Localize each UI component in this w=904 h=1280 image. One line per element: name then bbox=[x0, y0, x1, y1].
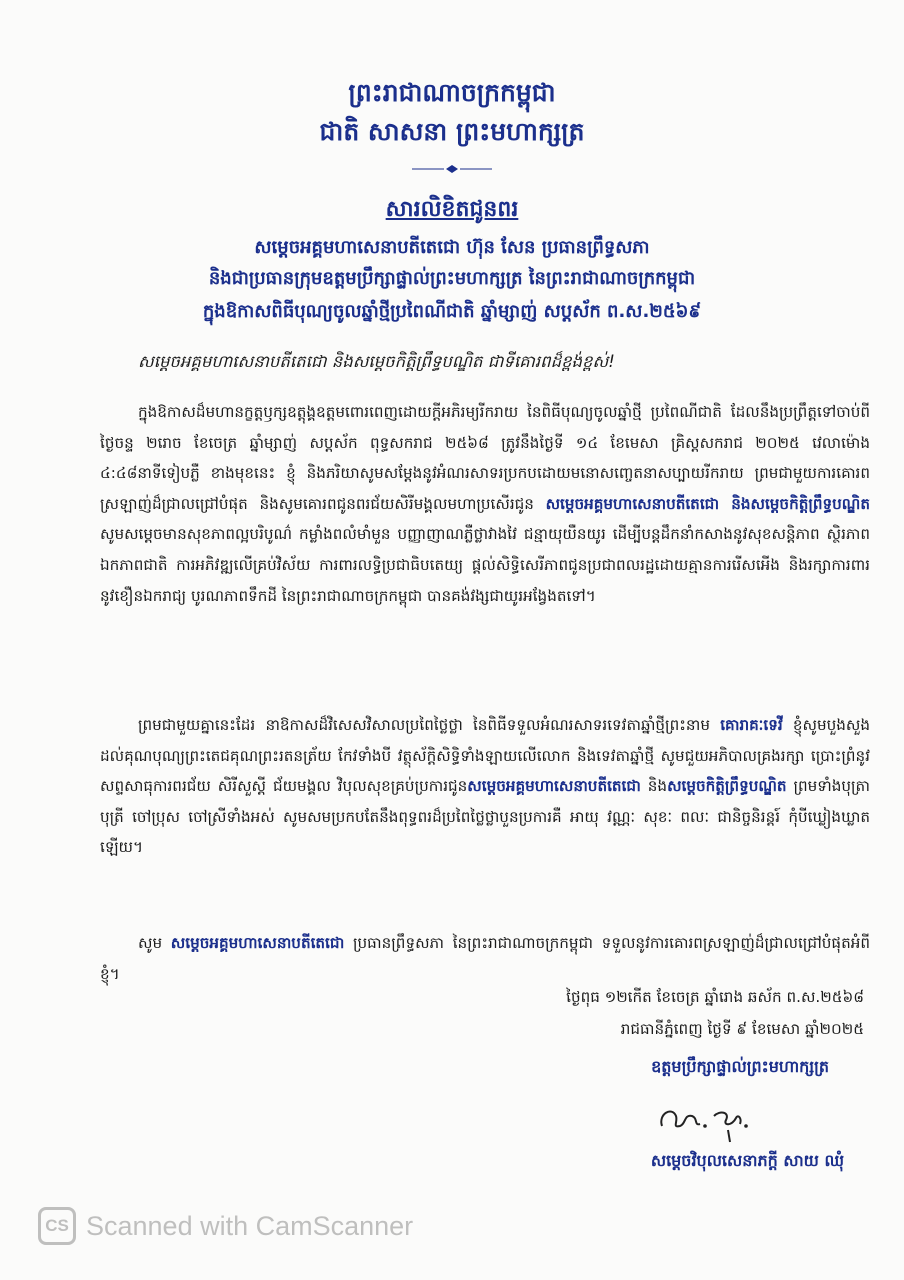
paragraph-1-emphasis: សម្តេចអគ្គមហាសេនាបតីតេជោ និងសម្តេចកិត្តិព្រឹទ្ធបណ្ឌិត bbox=[545, 494, 870, 513]
signer-name: សម្តេចវិបុលសេនាភក្តី សាយ ឈុំ bbox=[650, 1151, 844, 1170]
motto-heading: ជាតិ សាសនា ព្រះមហាក្សត្រ bbox=[319, 117, 585, 146]
paragraph-3 bbox=[100, 928, 870, 989]
scanner-watermark bbox=[38, 1206, 413, 1246]
paragraph-1 bbox=[100, 397, 870, 611]
paragraph-2-emphasis-3: សម្តេចកិត្តិព្រឹទ្ធបណ្ឌិត bbox=[667, 777, 787, 796]
lunar-date: ថ្ងៃពុធ ១២កើត ខែចេត្រ ឆ្នាំរោង ឆស័ក ព.ស.២៥៦៨ bbox=[566, 988, 864, 1006]
subtitle-line-1: សម្តេចអគ្គមហាសេនាបតីតេជោ ហ៊ុន សែន ប្រធានព្រឹទ្ធសភា bbox=[254, 237, 650, 258]
divider-ornament bbox=[412, 164, 492, 174]
subtitle-line-2: និងជាប្រធានក្រុមឧត្តមប្រឹក្សាផ្ទាល់ព្រះមហាក្សត្រ នៃព្រះរាជាណាចក្រកម្ពុជា bbox=[208, 268, 696, 289]
salutation: សម្តេចអគ្គមហាសេនាបតីតេជោ និងសម្តេចកិត្តិព្រឹទ្ធបណ្ឌិត ជាទីគោរពដ៏ខ្ពង់ខ្ពស់! bbox=[138, 352, 615, 371]
kingdom-heading: ព្រះរាជាណាចក្រកម្ពុជា bbox=[348, 78, 556, 107]
paragraph-3-text-b: ប្រធានព្រឹទ្ធសភា នៃព្រះរាជាណាចក្រកម្ពុជា ទទួលនូវការគោរពស្រឡាញ់ដ៏ជ្រាលជ្រៅបំផុតអំពីខ្ញុំ។ bbox=[100, 934, 870, 983]
subtitle-line-3: ក្នុងឱកាសពិធីបុណ្យចូលឆ្នាំថ្មីប្រពៃណីជាតិ ឆ្នាំម្សាញ់ សប្តស័ក ព.ស.២៥៦៩ bbox=[202, 301, 702, 322]
paragraph-2-emphasis-2: សម្តេចអគ្គមហាសេនាបតីតេជោ bbox=[467, 777, 641, 796]
signer-office: ឧត្តមប្រឹក្សាផ្ទាល់ព្រះមហាក្សត្រ bbox=[651, 1057, 829, 1076]
handwritten-signature bbox=[650, 1096, 765, 1146]
paragraph-2-text-d: ព្រមទាំងបុត្រា បុត្រី ចៅប្រុស ចៅស្រីទាំងអស់ សូមសមប្រកបតែនឹងពុទ្ធពរដ៏ប្រពៃថ្លៃថ្លាបួនប្រការគឺ អាយុ វណ្ណៈ សុខៈ ពលៈ ជានិច្ចនិរន្តរ៍ កុំបីឃ្លៀងឃ្លាតឡើយ។ bbox=[100, 777, 871, 857]
paragraph-1-text-b: សូមសម្តេចមានសុខភាពល្អបរិបូណ៌ កម្លាំងពលំមាំមួន បញ្ញាញាណភ្លឺថ្លាវាងវៃ ជន្មាយុយឺនយូរ ដើម្បីបន្តដឹកនាំកសាងនូវសុខសន្តិភាព ស្ថិរភាព ឯកភាពជាតិ ការអភិវឌ្ឍលើគ្រប់វិស័យ ការពារលទ្ធិប្រជាធិបតេយ្យ ផ្តល់សិទ្ធិសេរីភាពជូនប្រជាពលរដ្ឋដោយគ្មានការរើសអើង និងរក្សាការពារនូវខឿនឯករាជ្យ បូរណភាពទឹកដី នៃព្រះរាជាណាចក្រកម្ពុជា បានគង់វង្សជាយូរអង្វែងតទៅ។ bbox=[100, 525, 870, 605]
paragraph-3-text-a: សូម bbox=[138, 934, 171, 952]
watermark-text: Scanned with CamScanner bbox=[86, 1210, 414, 1241]
letter-title: សារលិខិតជូនពរ bbox=[385, 197, 519, 222]
paragraph-2-text-b: ខ្ញុំសូមបួងសួងដល់គុណបុណ្យព្រះតេជគុណព្រះរតនត្រ័យ កែវទាំងបី វត្ថុស័ក្តិសិទ្ធិទាំងឡាយលើលោក និងទេវតាឆ្នាំថ្មី សូមជួយអភិបាលគ្រងរក្សា ប្រោះព្រំនូវសព្ទសាធុការពរជ័យ សិរីសួស្តី ជ័យមង្គល វិបុលសុខគ្រប់ប្រការជូន bbox=[100, 716, 870, 796]
camscanner-logo-icon: CS bbox=[38, 1207, 76, 1245]
paragraph-2-text-a: ព្រមជាមួយគ្នានេះដែរ នាឱកាសដ៏វិសេសវិសាលប្រពៃថ្លៃថ្លា នៃពិធីទទួលអំណរសាទរទេវតាឆ្នាំថ្មីព្រះនាម bbox=[138, 716, 721, 734]
paragraph-2-text-c: និង bbox=[640, 777, 668, 796]
paragraph-2-emphasis-1: គោរាគៈទេវី bbox=[720, 716, 783, 734]
paragraph-2 bbox=[100, 710, 870, 863]
paragraph-3-emphasis: សម្តេចអគ្គមហាសេនាបតីតេជោ bbox=[170, 934, 345, 952]
paragraph-1-text-a: ក្នុងឱកាសដ៏មហានក្ខត្តឫក្សឧត្តុង្គឧត្តមពោរពេញដោយក្តីអភិរម្យរីករាយ នៃពិធីបុណ្យចូលឆ្នាំថ្មី ប្រពៃណីជាតិ ដែលនឹងប្រព្រឹត្តទៅចាប់ពីថ្ងៃចន្ទ ២រោច ខែចេត្រ ឆ្នាំម្សាញ់ សប្តស័ក ពុទ្ធសករាជ ២៥៦៨ ត្រូវនឹងថ្ងៃទី ១៤ ខែមេសា គ្រិស្តសករាជ ២០២៥ វេលាម៉ោង ៤:៤៨នាទីទៀបភ្លឺ ខាងមុខនេះ ខ្ញុំ និងភរិយាសូមសម្តែងនូវអំណរសាទរប្រកបដោយមនោសញ្ចេតនាសប្បាយរីករាយ ព្រមជាមួយការគោរពស្រឡាញ់ដ៏ជ្រាលជ្រៅបំផុត និងសូមគោរពជូនពរជ័យសិរីមង្គលមហាប្រសើរជូន bbox=[100, 403, 870, 513]
place-date: រាជធានីភ្នំពេញ ថ្ងៃទី ៩ ខែមេសា ឆ្នាំ២០២៥ bbox=[620, 1020, 864, 1038]
